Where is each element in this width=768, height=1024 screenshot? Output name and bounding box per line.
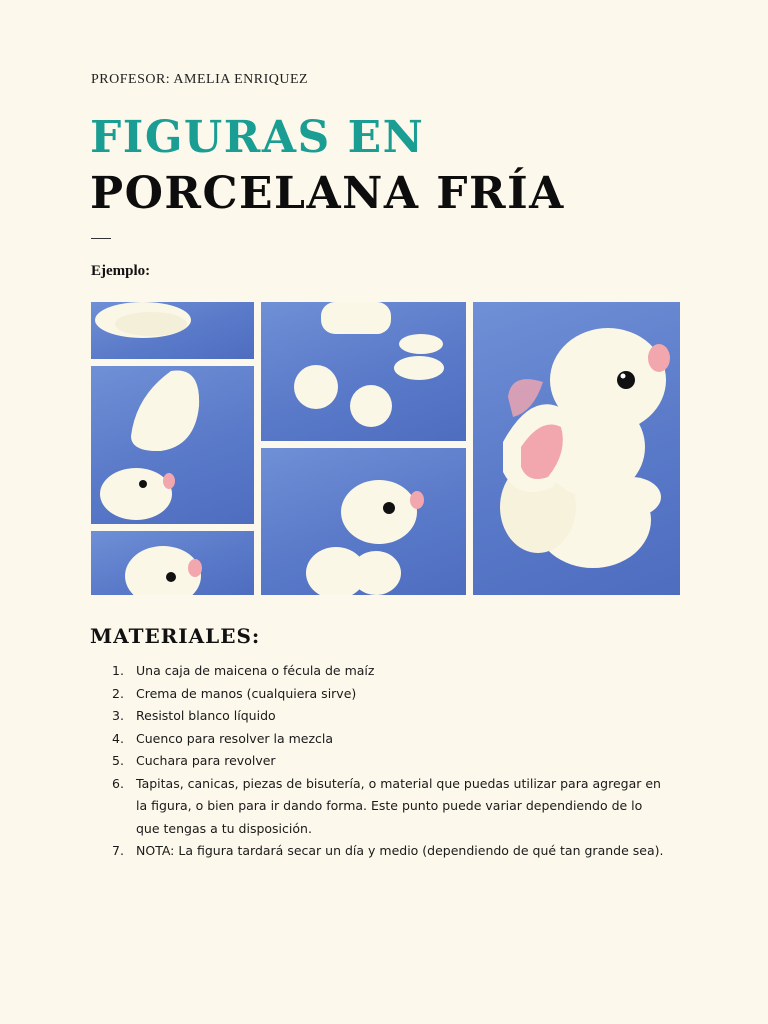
list-item (108, 840, 668, 863)
photo-clay-bunny-small (261, 448, 466, 595)
photo-clay-cone (91, 366, 254, 524)
list-item-number: 5. (112, 753, 124, 768)
list-item-text: Cuenco para resolver la mezcla (136, 730, 334, 746)
list-item-number: 4. (112, 730, 124, 746)
photo-clay-ball (91, 302, 254, 359)
list-item-number: 1. (112, 663, 124, 678)
photo-clay-parts (261, 302, 466, 441)
list-item-text: Cuchara para revolver (136, 753, 276, 768)
list-item-text: Resistol blanco líquido (136, 708, 276, 723)
list-item (108, 705, 668, 728)
author-line: PROFESOR: AMELIA ENRIQUEZ (91, 72, 309, 87)
list-item-text: NOTA: La figura tardará secar un día y medio (dependiendo de qué tan grande sea). (136, 843, 664, 858)
list-item-number: 7. (112, 843, 124, 858)
list-item-number: 2. (112, 685, 124, 701)
title-line-1: FIGURAS EN (90, 112, 425, 163)
materials-heading: MATERIALES: (90, 624, 261, 648)
photo-collage (90, 302, 680, 595)
materials-list (108, 660, 668, 863)
photo-clay-head (91, 531, 254, 595)
list-item (108, 683, 668, 706)
example-label: Ejemplo: (91, 263, 151, 279)
list-item (108, 660, 668, 683)
list-item (108, 750, 668, 773)
list-item (108, 773, 668, 841)
list-item-text: Una caja de maicena o fécula de maíz (136, 663, 375, 678)
list-item-number: 6. (112, 775, 124, 791)
list-item-text: Crema de manos (cualquiera sirve) (136, 685, 357, 701)
title-line-2: PORCELANA FRÍA (90, 168, 565, 219)
photo-clay-bunny-final (473, 302, 680, 595)
list-item-text: Tapitas, canicas, piezas de bisutería, o material que puedas utilizar para agregar en la figura, o bien para ir dando forma. Este punto puede variar dependiendo de lo que tengas a tu disposición. (136, 775, 661, 836)
list-item-number: 3. (112, 708, 124, 723)
title-divider (91, 238, 111, 239)
list-item (108, 728, 668, 751)
